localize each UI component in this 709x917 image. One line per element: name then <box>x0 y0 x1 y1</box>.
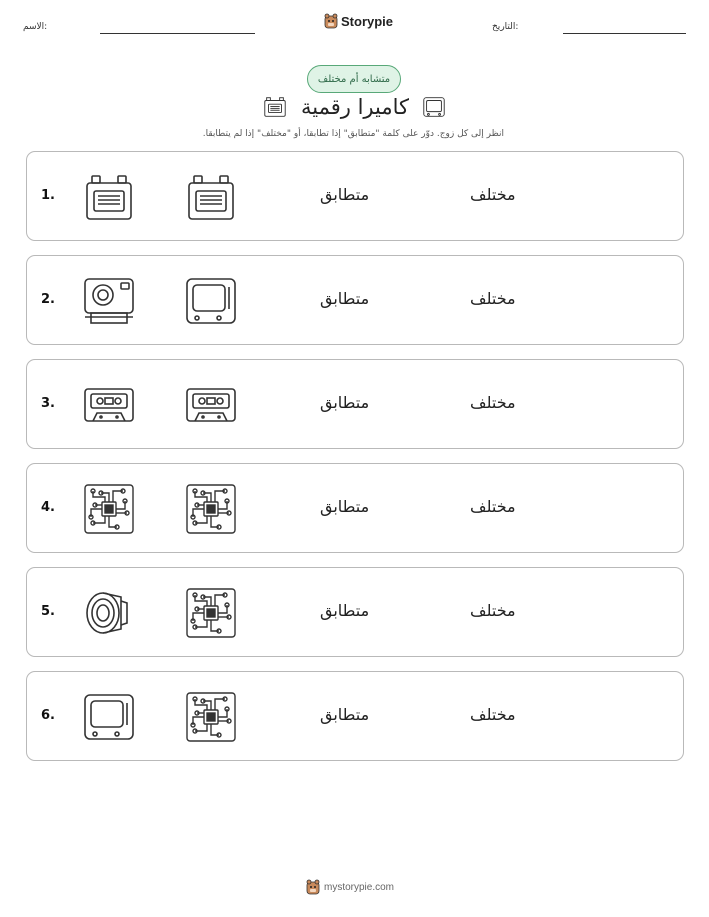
cassette-tape-icon <box>183 377 239 433</box>
storypie-mascot-icon <box>324 13 338 29</box>
camera-lens-icon <box>81 585 137 641</box>
footer-site[interactable]: mystorypie.com <box>324 881 395 893</box>
circuit-chip-icon <box>81 481 137 537</box>
exercise-row <box>26 255 684 345</box>
row-number: 1. <box>41 188 55 203</box>
exercise-row <box>26 567 684 657</box>
same-option[interactable]: متطابق <box>320 497 370 516</box>
row-number: 3. <box>41 396 55 411</box>
circuit-chip-icon <box>183 585 239 641</box>
cassette-tape-icon <box>81 377 137 433</box>
crt-tv-icon <box>183 273 239 329</box>
circuit-chip-icon <box>183 689 239 745</box>
same-option[interactable]: متطابق <box>320 185 370 204</box>
exercise-row <box>26 151 684 241</box>
car-battery-icon <box>261 94 289 120</box>
different-option[interactable]: مختلف <box>470 393 516 412</box>
footer <box>306 879 394 895</box>
same-option[interactable]: متطابق <box>320 393 370 412</box>
same-option[interactable]: متطابق <box>320 289 370 308</box>
same-option[interactable]: متطابق <box>320 601 370 620</box>
exercise-row <box>26 671 684 761</box>
row-number: 4. <box>41 500 55 515</box>
brand-logo <box>324 13 393 29</box>
exercise-row <box>26 359 684 449</box>
row-number: 5. <box>41 604 55 619</box>
name-line[interactable] <box>100 33 255 34</box>
exercise-row <box>26 463 684 553</box>
car-battery-icon <box>183 169 239 225</box>
circuit-chip-icon <box>183 481 239 537</box>
different-option[interactable]: مختلف <box>470 289 516 308</box>
storypie-mascot-icon <box>306 879 320 895</box>
instructions: انظر إلى كل زوج. دوّر على كلمة "متطابق" إذا تطابقا، أو "مختلف" إذا لم يتطابقا. <box>202 129 504 139</box>
page-title: كاميرا رقمية <box>301 95 409 119</box>
crt-tv-icon <box>81 689 137 745</box>
brand-name: Storypie <box>341 13 394 29</box>
instant-camera-icon <box>81 273 137 329</box>
crt-tv-icon <box>421 94 447 120</box>
different-option[interactable]: مختلف <box>470 185 516 204</box>
row-number: 2. <box>41 292 55 307</box>
title-row <box>254 92 454 122</box>
date-label: التاريخ: <box>492 22 519 32</box>
topic-pill: متشابه أم مختلف <box>307 65 401 93</box>
different-option[interactable]: مختلف <box>470 705 516 724</box>
date-line[interactable] <box>563 33 686 34</box>
car-battery-icon <box>81 169 137 225</box>
different-option[interactable]: مختلف <box>470 497 516 516</box>
name-label: الاسم: <box>23 22 48 32</box>
row-number: 6. <box>41 708 55 723</box>
different-option[interactable]: مختلف <box>470 601 516 620</box>
same-option[interactable]: متطابق <box>320 705 370 724</box>
